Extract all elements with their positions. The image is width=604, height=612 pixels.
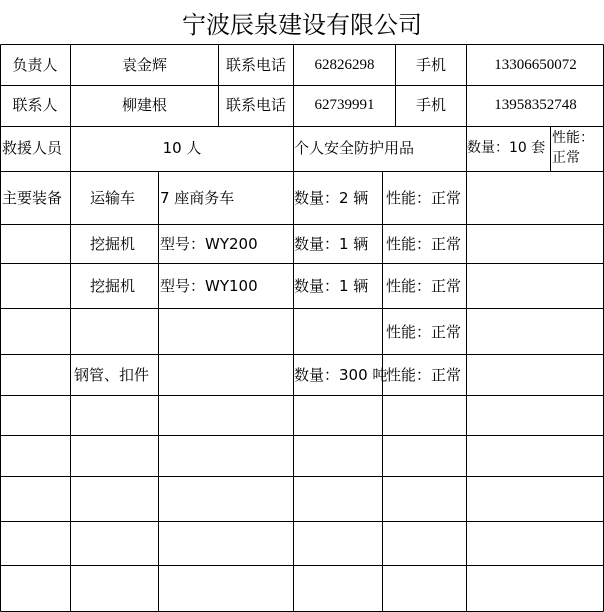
equipment-qty-5: 数量：300 吨: [294, 366, 388, 384]
equipment-perf-5: 性能：正常: [386, 366, 462, 384]
equipment-spec-1: 7 座商务车: [160, 189, 235, 207]
contact-phone-2: 62739991: [314, 97, 375, 113]
ppe-performance-line2: 正常: [552, 150, 580, 166]
equipment-name-2: 挖掘机: [90, 235, 136, 253]
equipment-name-3: 挖掘机: [90, 277, 136, 295]
contact-name-2: 柳建根: [121, 96, 167, 114]
equipment-perf-3: 性能：正常: [386, 277, 462, 295]
equipment-qty-2: 数量：1 辆: [294, 235, 369, 253]
equipment-perf-2: 性能：正常: [386, 235, 462, 253]
contact-mobile-label-2: 手机: [415, 96, 446, 114]
contact-phone-label-2: 联系电话: [225, 96, 286, 114]
equipment-spec-2: 型号：WY200: [160, 235, 258, 253]
equipment-name-5: 钢管、扣件: [74, 366, 150, 384]
rescue-label: 救援人员: [2, 139, 63, 157]
contact-phone-label-1: 联系电话: [225, 56, 286, 74]
equipment-qty-1: 数量：2 辆: [294, 189, 369, 207]
equipment-label: 主要装备: [2, 189, 63, 207]
equipment-perf-4: 性能：正常: [386, 323, 462, 341]
contact-mobile-2: 13958352748: [494, 97, 577, 113]
ppe-performance-line1: 性能：: [552, 130, 594, 146]
equipment-spec-3: 型号：WY100: [160, 277, 258, 295]
ppe-label: 个人安全防护用品: [294, 139, 415, 157]
page-title: 宁波辰泉建设有限公司: [182, 10, 422, 39]
equipment-name-1: 运输车: [90, 189, 136, 207]
contact-role-2: 联系人: [12, 96, 58, 114]
contact-role-1: 负责人: [12, 56, 58, 74]
ppe-quantity: 数量：10 套: [467, 140, 546, 156]
equipment-qty-3: 数量：1 辆: [294, 277, 369, 295]
contact-name-1: 袁金辉: [121, 56, 167, 74]
rescue-count: 10 人: [162, 139, 202, 157]
contact-mobile-1: 13306650072: [494, 57, 577, 73]
contact-mobile-label-1: 手机: [415, 56, 446, 74]
equipment-perf-1: 性能：正常: [386, 189, 462, 207]
contact-phone-1: 62826298: [314, 57, 375, 73]
